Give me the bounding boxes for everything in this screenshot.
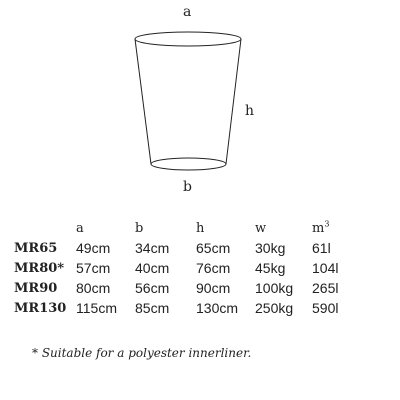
- bottom-ellipse: [151, 158, 226, 170]
- header-b: b: [135, 220, 144, 236]
- table-row: [14, 298, 352, 318]
- table-row: [14, 278, 352, 298]
- cell-a: 80cm: [76, 280, 111, 296]
- cell-model: MR65: [14, 240, 58, 256]
- cell-model: MR80*: [14, 260, 65, 276]
- cell-volume: 104l: [312, 260, 339, 276]
- right-side-line: [226, 39, 241, 164]
- header-model: [14, 218, 76, 238]
- table-row: [14, 238, 352, 258]
- header-a: a: [76, 220, 84, 236]
- cell-a: 115cm: [76, 300, 117, 316]
- cell-volume: 265l: [312, 280, 339, 296]
- header-volume-exponent: 3: [324, 219, 330, 229]
- cell-b: 40cm: [135, 260, 170, 276]
- cell-h: 90cm: [196, 280, 231, 296]
- header-w: w: [255, 220, 267, 236]
- spec-table: [14, 218, 352, 318]
- dimension-label-a: a: [183, 4, 192, 20]
- top-rim-ellipse: [135, 32, 241, 46]
- cell-b: 85cm: [135, 300, 170, 316]
- header-volume-unit: m: [312, 220, 325, 236]
- cell-a: 57cm: [76, 260, 111, 276]
- cell-model: MR130: [14, 300, 67, 316]
- cell-w: 100kg: [255, 280, 294, 296]
- spec-table-header: [14, 218, 352, 238]
- cell-w: 45kg: [255, 260, 286, 276]
- cell-volume: 61l: [312, 240, 331, 256]
- left-side-line: [135, 39, 151, 164]
- cell-b: 34cm: [135, 240, 170, 256]
- cell-h: 65cm: [196, 240, 231, 256]
- cell-h: 76cm: [196, 260, 231, 276]
- cell-h: 130cm: [196, 300, 239, 316]
- dimension-label-b: b: [183, 179, 192, 195]
- cell-b: 56cm: [135, 280, 170, 296]
- table-row: [14, 258, 352, 278]
- dimension-label-h: h: [245, 103, 255, 119]
- header-volume: [312, 218, 352, 238]
- cell-model: MR90: [14, 280, 58, 296]
- footnote: * Suitable for a polyester innerliner.: [32, 346, 252, 360]
- cell-volume: 590l: [312, 300, 339, 316]
- cell-a: 49cm: [76, 240, 111, 256]
- header-h: h: [196, 220, 205, 236]
- cell-w: 250kg: [255, 300, 294, 316]
- cell-w: 30kg: [255, 240, 286, 256]
